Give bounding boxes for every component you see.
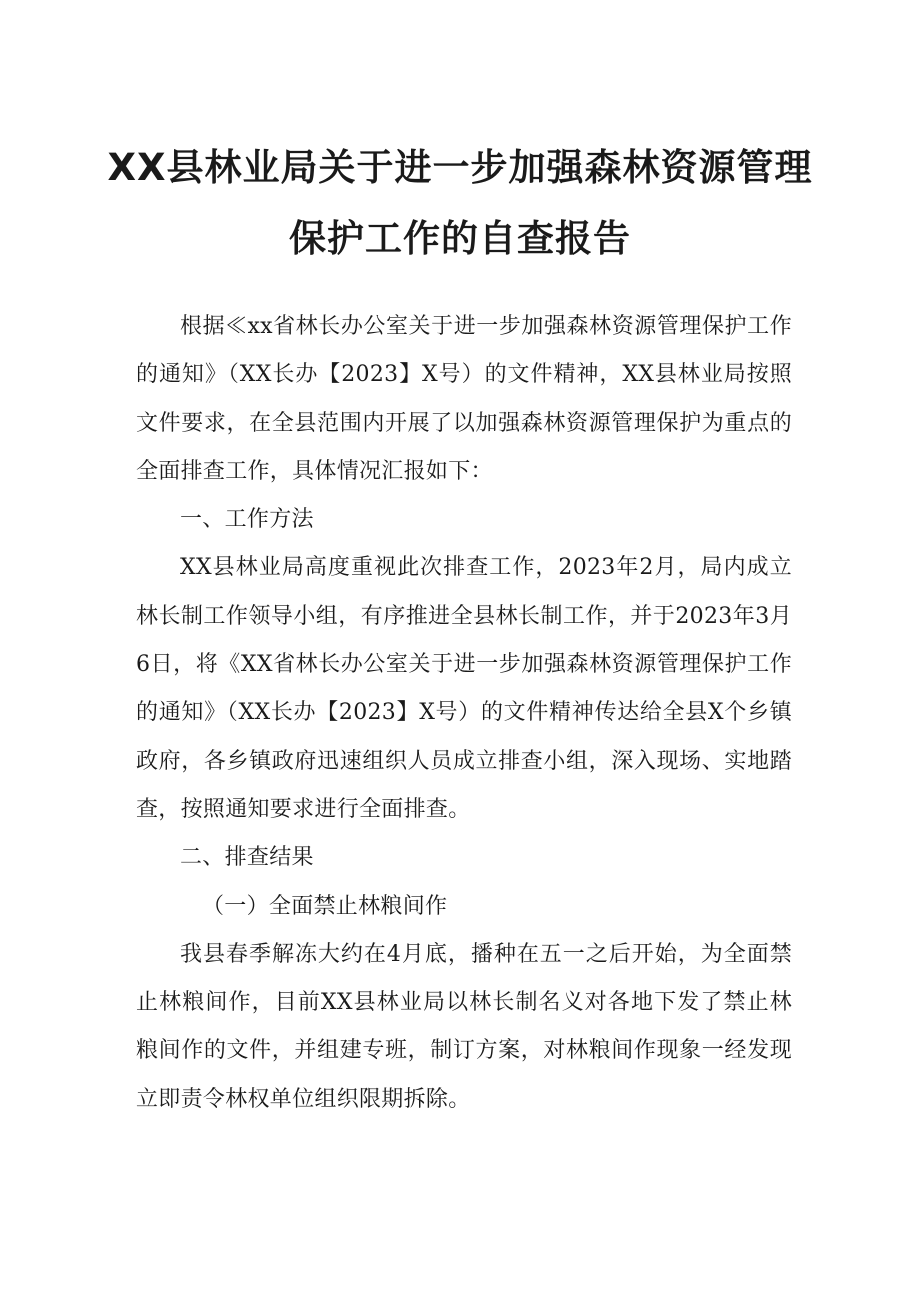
title-line-2: 保护工作的自查报告: [289, 217, 631, 260]
section-heading-results: 二、排查结果: [180, 845, 314, 871]
section-heading-methods: 一、工作方法: [180, 507, 314, 533]
methods-paragraph: XX县林业局高度重视此次排查工作，2023年2月，局内成立林长制工作领导小组，有序推进全县林长制工作，并于2023年3月6日，将《XX省林长办公室关于进一步加强森林资源管理保护工作的通知》（XX长办【2023】X号）的文件精神传达给全县X个乡镇政府，各乡镇政府迅速组织人员成立排查小组，深入现场、实地踏查，按照通知要求进行全面排查。: [136, 555, 792, 822]
intro-paragraph: 根据≪xx省林长办公室关于进一步加强森林资源管理保护工作的通知》（XX长办【2023】X号）的文件精神，XX县林业局按照文件要求，在全县范围内开展了以加强森林资源管理保护为重点的全面排查工作，具体情况汇报如下：: [136, 314, 792, 484]
title-line-1: XX县林业局关于进一步加强森林资源管理: [107, 146, 813, 189]
subsection-heading-ban-intercropping: （一）全面禁止林粮间作: [202, 893, 448, 919]
document-body: [136, 303, 792, 1124]
results-paragraph-1: 我县春季解冻大约在4月底，播种在五一之后开始，为全面禁止林粮间作，目前XX县林业局以林长制名义对各地下发了禁止林粮间作的文件，并组建专班，制订方案，对林粮间作现象一经发现立即责令林权单位组织限期拆除。: [136, 941, 792, 1112]
